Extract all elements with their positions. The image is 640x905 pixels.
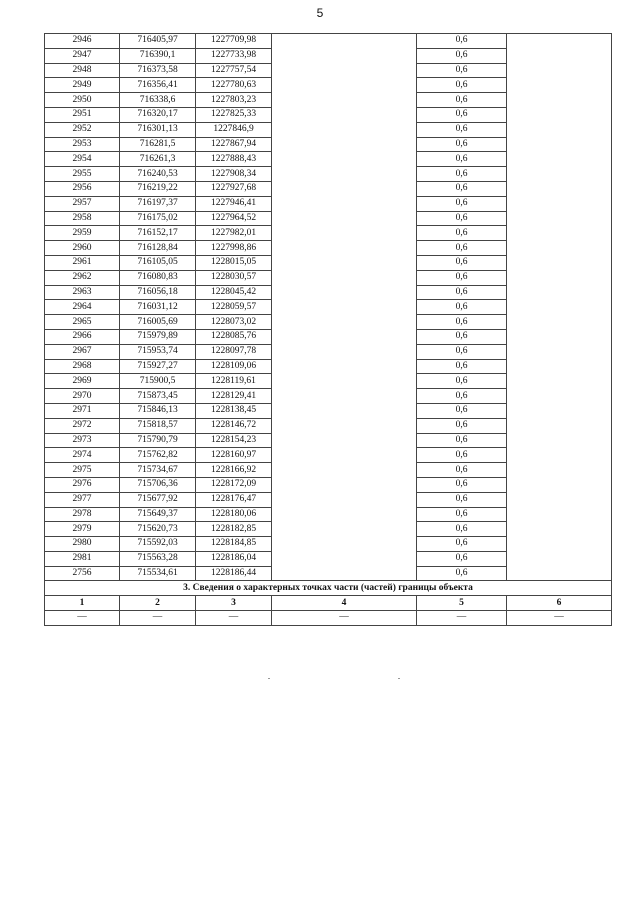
point-number-cell: 2946 xyxy=(45,34,120,49)
point-number-cell: 2970 xyxy=(45,389,120,404)
dash-cell: — xyxy=(272,611,417,626)
y-coordinate-cell: 1228146,72 xyxy=(196,418,272,433)
accuracy-cell: 0,6 xyxy=(417,48,507,63)
table-row xyxy=(45,167,612,182)
table-row xyxy=(45,463,612,478)
x-coordinate-cell: 715846,13 xyxy=(120,403,196,418)
x-coordinate-cell: 715563,28 xyxy=(120,551,196,566)
method-cell xyxy=(272,107,417,122)
description-cell xyxy=(507,566,612,581)
description-cell xyxy=(507,181,612,196)
accuracy-cell: 0,6 xyxy=(417,507,507,522)
x-coordinate-cell: 715592,03 xyxy=(120,537,196,552)
point-number-cell: 2951 xyxy=(45,107,120,122)
description-cell xyxy=(507,344,612,359)
description-cell xyxy=(507,448,612,463)
method-cell xyxy=(272,315,417,330)
description-cell xyxy=(507,329,612,344)
table-row xyxy=(45,34,612,49)
method-cell xyxy=(272,93,417,108)
x-coordinate-cell: 715534,61 xyxy=(120,566,196,581)
point-number-cell: 2961 xyxy=(45,255,120,270)
method-cell xyxy=(272,403,417,418)
method-cell xyxy=(272,463,417,478)
accuracy-cell: 0,6 xyxy=(417,389,507,404)
dash-cell: — xyxy=(196,611,272,626)
accuracy-cell: 0,6 xyxy=(417,359,507,374)
description-cell xyxy=(507,93,612,108)
method-cell xyxy=(272,433,417,448)
point-number-cell: 2947 xyxy=(45,48,120,63)
x-coordinate-cell: 716105,05 xyxy=(120,255,196,270)
accuracy-cell: 0,6 xyxy=(417,181,507,196)
point-number-cell: 2964 xyxy=(45,300,120,315)
point-number-cell: 2959 xyxy=(45,226,120,241)
point-number-cell: 2948 xyxy=(45,63,120,78)
point-number-cell: 2960 xyxy=(45,241,120,256)
description-cell xyxy=(507,315,612,330)
y-coordinate-cell: 1228186,44 xyxy=(196,566,272,581)
dash-cell: — xyxy=(45,611,120,626)
point-number-cell: 2968 xyxy=(45,359,120,374)
point-number-cell: 2969 xyxy=(45,374,120,389)
method-cell xyxy=(272,418,417,433)
point-number-cell: 2967 xyxy=(45,344,120,359)
y-coordinate-cell: 1228160,97 xyxy=(196,448,272,463)
y-coordinate-cell: 1228176,47 xyxy=(196,492,272,507)
description-cell xyxy=(507,418,612,433)
description-cell xyxy=(507,211,612,226)
x-coordinate-cell: 715900,5 xyxy=(120,374,196,389)
point-number-cell: 2952 xyxy=(45,122,120,137)
description-cell xyxy=(507,522,612,537)
description-cell xyxy=(507,285,612,300)
method-cell xyxy=(272,477,417,492)
method-cell xyxy=(272,537,417,552)
y-coordinate-cell: 1228059,57 xyxy=(196,300,272,315)
point-number-cell: 2963 xyxy=(45,285,120,300)
accuracy-cell: 0,6 xyxy=(417,107,507,122)
accuracy-cell: 0,6 xyxy=(417,152,507,167)
y-coordinate-cell: 1227825,33 xyxy=(196,107,272,122)
description-cell xyxy=(507,300,612,315)
table-row xyxy=(45,448,612,463)
method-cell xyxy=(272,300,417,315)
x-coordinate-cell: 715677,92 xyxy=(120,492,196,507)
table-row xyxy=(45,137,612,152)
accuracy-cell: 0,6 xyxy=(417,463,507,478)
point-number-cell: 2975 xyxy=(45,463,120,478)
table-row xyxy=(45,537,612,552)
method-cell xyxy=(272,137,417,152)
section-values-row xyxy=(45,611,612,626)
table-row xyxy=(45,433,612,448)
description-cell xyxy=(507,152,612,167)
method-cell xyxy=(272,78,417,93)
x-coordinate-cell: 716080,83 xyxy=(120,270,196,285)
description-cell xyxy=(507,167,612,182)
x-coordinate-cell: 716373,58 xyxy=(120,63,196,78)
x-coordinate-cell: 716128,84 xyxy=(120,241,196,256)
method-cell xyxy=(272,211,417,226)
x-coordinate-cell: 716219,22 xyxy=(120,181,196,196)
column-number-cell: 6 xyxy=(507,596,612,611)
accuracy-cell: 0,6 xyxy=(417,34,507,49)
accuracy-cell: 0,6 xyxy=(417,93,507,108)
table-row xyxy=(45,63,612,78)
y-coordinate-cell: 1227709,98 xyxy=(196,34,272,49)
y-coordinate-cell: 1228182,85 xyxy=(196,522,272,537)
description-cell xyxy=(507,507,612,522)
accuracy-cell: 0,6 xyxy=(417,226,507,241)
description-cell xyxy=(507,359,612,374)
description-cell xyxy=(507,107,612,122)
table-row xyxy=(45,315,612,330)
x-coordinate-cell: 715790,79 xyxy=(120,433,196,448)
y-coordinate-cell: 1227964,52 xyxy=(196,211,272,226)
y-coordinate-cell: 1227846,9 xyxy=(196,122,272,137)
column-number-cell: 4 xyxy=(272,596,417,611)
y-coordinate-cell: 1228129,41 xyxy=(196,389,272,404)
point-number-cell: 2981 xyxy=(45,551,120,566)
section-title: 3. Сведения о характерных точках части (частей) границы объекта xyxy=(45,581,612,596)
x-coordinate-cell: 716320,17 xyxy=(120,107,196,122)
y-coordinate-cell: 1228085,76 xyxy=(196,329,272,344)
table-row xyxy=(45,78,612,93)
method-cell xyxy=(272,226,417,241)
table-row xyxy=(45,48,612,63)
y-coordinate-cell: 1227888,43 xyxy=(196,152,272,167)
method-cell xyxy=(272,34,417,49)
table-row xyxy=(45,255,612,270)
column-number-cell: 1 xyxy=(45,596,120,611)
x-coordinate-cell: 715649,37 xyxy=(120,507,196,522)
x-coordinate-cell: 715873,45 xyxy=(120,389,196,404)
x-coordinate-cell: 716338,6 xyxy=(120,93,196,108)
accuracy-cell: 0,6 xyxy=(417,344,507,359)
method-cell xyxy=(272,181,417,196)
table-row xyxy=(45,329,612,344)
method-cell xyxy=(272,551,417,566)
description-cell xyxy=(507,137,612,152)
y-coordinate-cell: 1228015,05 xyxy=(196,255,272,270)
x-coordinate-cell: 715927,27 xyxy=(120,359,196,374)
section-header-row xyxy=(45,596,612,611)
table-row xyxy=(45,211,612,226)
x-coordinate-cell: 715979,89 xyxy=(120,329,196,344)
point-number-cell: 2955 xyxy=(45,167,120,182)
point-number-cell: 2980 xyxy=(45,537,120,552)
accuracy-cell: 0,6 xyxy=(417,374,507,389)
coordinates-table-body xyxy=(45,34,612,626)
table-row xyxy=(45,389,612,404)
accuracy-cell: 0,6 xyxy=(417,270,507,285)
table-row xyxy=(45,418,612,433)
table-row xyxy=(45,374,612,389)
description-cell xyxy=(507,463,612,478)
x-coordinate-cell: 716152,17 xyxy=(120,226,196,241)
method-cell xyxy=(272,48,417,63)
description-cell xyxy=(507,34,612,49)
point-number-cell: 2962 xyxy=(45,270,120,285)
method-cell xyxy=(272,329,417,344)
point-number-cell: 2957 xyxy=(45,196,120,211)
y-coordinate-cell: 1227946,41 xyxy=(196,196,272,211)
method-cell xyxy=(272,344,417,359)
table-row xyxy=(45,93,612,108)
accuracy-cell: 0,6 xyxy=(417,167,507,182)
point-number-cell: 2949 xyxy=(45,78,120,93)
dash-cell: — xyxy=(507,611,612,626)
method-cell xyxy=(272,507,417,522)
method-cell xyxy=(272,152,417,167)
x-coordinate-cell: 716197,37 xyxy=(120,196,196,211)
y-coordinate-cell: 1228172,09 xyxy=(196,477,272,492)
point-number-cell: 2978 xyxy=(45,507,120,522)
page-number: 5 xyxy=(316,6,324,20)
accuracy-cell: 0,6 xyxy=(417,315,507,330)
y-coordinate-cell: 1228119,61 xyxy=(196,374,272,389)
table-row xyxy=(45,122,612,137)
accuracy-cell: 0,6 xyxy=(417,196,507,211)
table-row xyxy=(45,403,612,418)
method-cell xyxy=(272,255,417,270)
y-coordinate-cell: 1227908,34 xyxy=(196,167,272,182)
y-coordinate-cell: 1228073,02 xyxy=(196,315,272,330)
point-number-cell: 2965 xyxy=(45,315,120,330)
y-coordinate-cell: 1227780,63 xyxy=(196,78,272,93)
point-number-cell: 2950 xyxy=(45,93,120,108)
table-row xyxy=(45,566,612,581)
y-coordinate-cell: 1228097,78 xyxy=(196,344,272,359)
description-cell xyxy=(507,122,612,137)
x-coordinate-cell: 716005,69 xyxy=(120,315,196,330)
dash-cell: — xyxy=(417,611,507,626)
x-coordinate-cell: 716281,5 xyxy=(120,137,196,152)
y-coordinate-cell: 1228138,45 xyxy=(196,403,272,418)
accuracy-cell: 0,6 xyxy=(417,255,507,270)
accuracy-cell: 0,6 xyxy=(417,418,507,433)
table-row xyxy=(45,241,612,256)
description-cell xyxy=(507,270,612,285)
table-row xyxy=(45,107,612,122)
method-cell xyxy=(272,389,417,404)
accuracy-cell: 0,6 xyxy=(417,285,507,300)
x-coordinate-cell: 715734,67 xyxy=(120,463,196,478)
accuracy-cell: 0,6 xyxy=(417,403,507,418)
description-cell xyxy=(507,196,612,211)
accuracy-cell: 0,6 xyxy=(417,477,507,492)
point-number-cell: 2966 xyxy=(45,329,120,344)
x-coordinate-cell: 715953,74 xyxy=(120,344,196,359)
x-coordinate-cell: 716261,3 xyxy=(120,152,196,167)
accuracy-cell: 0,6 xyxy=(417,522,507,537)
description-cell xyxy=(507,551,612,566)
point-number-cell: 2977 xyxy=(45,492,120,507)
point-number-cell: 2974 xyxy=(45,448,120,463)
x-coordinate-cell: 715762,82 xyxy=(120,448,196,463)
description-cell xyxy=(507,389,612,404)
accuracy-cell: 0,6 xyxy=(417,241,507,256)
dash-cell: — xyxy=(120,611,196,626)
description-cell xyxy=(507,241,612,256)
y-coordinate-cell: 1227803,23 xyxy=(196,93,272,108)
method-cell xyxy=(272,374,417,389)
table-row xyxy=(45,300,612,315)
accuracy-cell: 0,6 xyxy=(417,551,507,566)
point-number-cell: 2954 xyxy=(45,152,120,167)
point-number-cell: 2973 xyxy=(45,433,120,448)
coordinates-table xyxy=(44,33,612,626)
description-cell xyxy=(507,374,612,389)
x-coordinate-cell: 715818,57 xyxy=(120,418,196,433)
table-row xyxy=(45,507,612,522)
x-coordinate-cell: 716356,41 xyxy=(120,78,196,93)
x-coordinate-cell: 716301,13 xyxy=(120,122,196,137)
point-number-cell: 2972 xyxy=(45,418,120,433)
scan-speck xyxy=(268,678,270,679)
point-number-cell: 2956 xyxy=(45,181,120,196)
point-number-cell: 2756 xyxy=(45,566,120,581)
description-cell xyxy=(507,226,612,241)
x-coordinate-cell: 716405,97 xyxy=(120,34,196,49)
y-coordinate-cell: 1228184,85 xyxy=(196,537,272,552)
method-cell xyxy=(272,359,417,374)
y-coordinate-cell: 1227757,54 xyxy=(196,63,272,78)
description-cell xyxy=(507,433,612,448)
method-cell xyxy=(272,448,417,463)
scan-speck xyxy=(398,678,400,679)
accuracy-cell: 0,6 xyxy=(417,78,507,93)
method-cell xyxy=(272,196,417,211)
column-number-cell: 5 xyxy=(417,596,507,611)
table-row xyxy=(45,285,612,300)
description-cell xyxy=(507,537,612,552)
method-cell xyxy=(272,122,417,137)
column-number-cell: 3 xyxy=(196,596,272,611)
point-number-cell: 2976 xyxy=(45,477,120,492)
accuracy-cell: 0,6 xyxy=(417,137,507,152)
column-number-cell: 2 xyxy=(120,596,196,611)
description-cell xyxy=(507,477,612,492)
accuracy-cell: 0,6 xyxy=(417,329,507,344)
method-cell xyxy=(272,270,417,285)
x-coordinate-cell: 716056,18 xyxy=(120,285,196,300)
accuracy-cell: 0,6 xyxy=(417,211,507,226)
description-cell xyxy=(507,403,612,418)
y-coordinate-cell: 1228109,06 xyxy=(196,359,272,374)
table-row xyxy=(45,477,612,492)
table-row xyxy=(45,344,612,359)
y-coordinate-cell: 1227927,68 xyxy=(196,181,272,196)
y-coordinate-cell: 1228154,23 xyxy=(196,433,272,448)
y-coordinate-cell: 1228180,06 xyxy=(196,507,272,522)
accuracy-cell: 0,6 xyxy=(417,63,507,78)
y-coordinate-cell: 1228166,92 xyxy=(196,463,272,478)
table-row xyxy=(45,551,612,566)
table-row xyxy=(45,270,612,285)
x-coordinate-cell: 716175,02 xyxy=(120,211,196,226)
accuracy-cell: 0,6 xyxy=(417,448,507,463)
description-cell xyxy=(507,492,612,507)
accuracy-cell: 0,6 xyxy=(417,122,507,137)
y-coordinate-cell: 1228045,42 xyxy=(196,285,272,300)
accuracy-cell: 0,6 xyxy=(417,300,507,315)
description-cell xyxy=(507,63,612,78)
table-row xyxy=(45,522,612,537)
method-cell xyxy=(272,241,417,256)
method-cell xyxy=(272,492,417,507)
table-row xyxy=(45,359,612,374)
table-row xyxy=(45,196,612,211)
method-cell xyxy=(272,167,417,182)
description-cell xyxy=(507,255,612,270)
method-cell xyxy=(272,63,417,78)
x-coordinate-cell: 715620,73 xyxy=(120,522,196,537)
table-row xyxy=(45,181,612,196)
accuracy-cell: 0,6 xyxy=(417,566,507,581)
point-number-cell: 2979 xyxy=(45,522,120,537)
y-coordinate-cell: 1227867,94 xyxy=(196,137,272,152)
method-cell xyxy=(272,522,417,537)
x-coordinate-cell: 716240,53 xyxy=(120,167,196,182)
y-coordinate-cell: 1227998,86 xyxy=(196,241,272,256)
point-number-cell: 2958 xyxy=(45,211,120,226)
x-coordinate-cell: 716031,12 xyxy=(120,300,196,315)
accuracy-cell: 0,6 xyxy=(417,492,507,507)
table-row xyxy=(45,226,612,241)
method-cell xyxy=(272,566,417,581)
table-row xyxy=(45,152,612,167)
y-coordinate-cell: 1227733,98 xyxy=(196,48,272,63)
y-coordinate-cell: 1228030,57 xyxy=(196,270,272,285)
table-row xyxy=(45,492,612,507)
point-number-cell: 2971 xyxy=(45,403,120,418)
point-number-cell: 2953 xyxy=(45,137,120,152)
description-cell xyxy=(507,48,612,63)
x-coordinate-cell: 716390,1 xyxy=(120,48,196,63)
y-coordinate-cell: 1228186,04 xyxy=(196,551,272,566)
section-title-row xyxy=(45,581,612,596)
accuracy-cell: 0,6 xyxy=(417,537,507,552)
description-cell xyxy=(507,78,612,93)
y-coordinate-cell: 1227982,01 xyxy=(196,226,272,241)
accuracy-cell: 0,6 xyxy=(417,433,507,448)
x-coordinate-cell: 715706,36 xyxy=(120,477,196,492)
method-cell xyxy=(272,285,417,300)
